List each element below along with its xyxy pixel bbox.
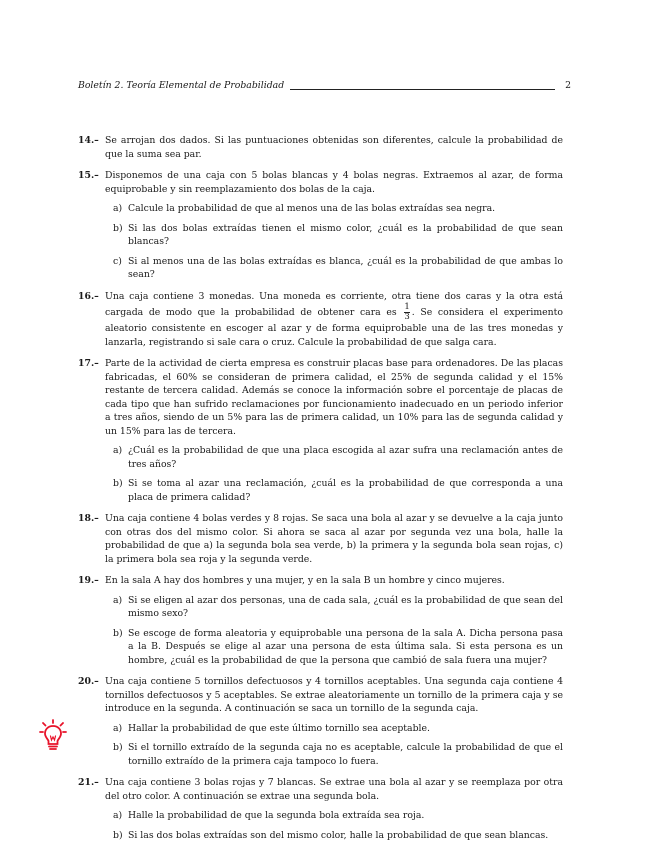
bulb-filament	[51, 736, 56, 740]
header-title: Boletín 2. Teoría Elemental de Probabilidad	[78, 80, 285, 91]
problem-15	[78, 169, 563, 282]
subquestion-list	[105, 202, 563, 282]
subquestion-a	[105, 202, 563, 216]
subquestion-c	[105, 255, 563, 282]
subquestion-a	[105, 722, 563, 736]
header-rule	[290, 89, 555, 90]
subquestion-text: Si las dos bolas extraídas tienen el mismo color, ¿cuál es la probabilidad de que sean blancas?	[128, 222, 563, 247]
subquestion-text: Si al menos una de las bolas extraídas es blanca, ¿cuál es la probabilidad de que ambas lo sean?	[128, 255, 563, 280]
subquestion-b	[105, 477, 563, 504]
subquestion-a	[105, 809, 563, 823]
fraction-numerator: 1	[404, 302, 410, 312]
subquestion-label: a)	[113, 594, 123, 606]
problem-statement: Disponemos de una caja con 5 bolas blancas y 4 bolas negras. Extraemos al azar, de forma equiprobable y sin reemplazamiento dos bolas de la caja.	[105, 170, 563, 195]
problem-number: 20.–	[78, 676, 99, 687]
problem-16	[78, 290, 563, 350]
subquestion-label: b)	[113, 829, 123, 841]
subquestion-list	[105, 809, 563, 842]
problem-list	[78, 134, 563, 850]
subquestion-list	[105, 594, 563, 668]
fraction-one-third	[404, 303, 409, 322]
subquestion-a	[105, 444, 563, 471]
ray	[61, 723, 64, 726]
fraction-denominator: 3	[404, 312, 410, 322]
subquestion-list	[105, 444, 563, 504]
problem-number: 14.–	[78, 135, 99, 146]
problem-statement: Parte de la actividad de cierta empresa es construir placas base para ordenadores. De las placas fabricadas, el 60% se consideran de primera calidad, el 25% de segunda calidad y el 15% restante de tercera calidad. Además se conoce la información sobre el porcentaje de placas de cada tipo que han sufrido reclamaciones por funcionamiento inadecuado en un periodo inferior a tres años, siendo de un 5% para las de primera calidad, un 10% para las de segunda calidad y un 15% para las de tercera.	[105, 358, 563, 437]
problem-17	[78, 357, 563, 504]
subquestion-label: a)	[113, 445, 123, 456]
subquestion-b	[105, 222, 563, 249]
bulb-glass	[45, 726, 61, 744]
problem-number: 18.–	[78, 513, 99, 524]
problem-number: 16.–	[78, 290, 99, 302]
problem-19	[78, 574, 563, 667]
subquestion-text: Si se toma al azar una reclamación, ¿cuál es la probabilidad de que corresponda a una placa de primera calidad?	[128, 478, 563, 503]
problem-18	[78, 512, 563, 566]
subquestion-text: Se escoge de forma aleatoria y equiprobable una persona de la sala A. Dicha persona pasa a la B. Después se elige al azar una persona de esta última sala. Si esta persona es un hombre, ¿cuál es la probabilidad de que la persona que cambió de sala fuera una mujer?	[128, 627, 563, 666]
problem-number: 19.–	[78, 575, 99, 586]
problem-number: 21.–	[78, 777, 99, 788]
subquestion-text: Hallar la probabilidad de que este último tornillo sea aceptable.	[128, 722, 430, 734]
problem-20	[78, 675, 563, 768]
subquestion-label: a)	[113, 810, 123, 821]
problem-14	[78, 134, 563, 161]
page-number: 2	[565, 80, 571, 91]
subquestion-text: Si las dos bolas extraídas son del mismo color, halle la probabilidad de que sean blancas.	[128, 829, 549, 841]
subquestion-text: ¿Cuál es la probabilidad de que una placa escogida al azar sufra una reclamación antes de tres años?	[128, 445, 563, 470]
subquestion-a	[105, 594, 563, 621]
bulb-drawing	[40, 720, 66, 749]
subquestion-text: Si el tornillo extraído de la segunda caja no es aceptable, calcule la probabilidad de que el tornillo extraído de la primera caja tampoco lo fuera.	[128, 742, 563, 767]
problem-statement: En la sala A hay dos hombres y una mujer, y en la sala B un hombre y cinco mujeres.	[105, 575, 505, 586]
subquestion-label: c)	[113, 255, 122, 267]
problem-number: 17.–	[78, 358, 99, 369]
subquestion-label: a)	[113, 722, 123, 734]
subquestion-label: b)	[113, 478, 123, 489]
ray	[43, 723, 46, 726]
subquestion-text: Si se eligen al azar dos personas, una de cada sala, ¿cuál es la probabilidad de que sean del mismo sexo?	[128, 594, 563, 619]
subquestion-text: Calcule la probabilidad de que al menos una de las bolas extraídas sea negra.	[128, 203, 496, 214]
statement-part-1: Una caja contiene 3 monedas. Una moneda es corriente, otra tiene dos caras y la otra está cargada de modo que la probabilidad de obtener cara es	[105, 290, 563, 318]
subquestion-label: a)	[113, 203, 123, 214]
lightbulb-icon	[38, 718, 68, 754]
subquestion-b	[105, 627, 563, 668]
problem-statement: Se arrojan dos dados. Si las puntuaciones obtenidas son diferentes, calcule la probabilidad de que la suma sea par.	[105, 135, 563, 160]
problem-statement: Una caja contiene 4 bolas verdes y 8 rojas. Se saca una bola al azar y se devuelve a la caja junto con otras dos del mismo color. Si ahora se saca al azar por segunda vez una bola, halle la probabilidad de que a) la segunda bola sea verde, b) la primera y la segunda bola sean rojas, c) la primera bola sea roja y la segunda verde.	[105, 513, 563, 565]
subquestion-label: b)	[113, 627, 123, 639]
subquestion-text: Halle la probabilidad de que la segunda bola extraída sea roja.	[128, 810, 425, 821]
problem-number: 15.–	[78, 170, 99, 181]
problem-21	[78, 776, 563, 842]
subquestion-b	[105, 829, 563, 843]
problem-statement: Una caja contiene 5 tornillos defectuosos y 4 tornillos aceptables. Una segunda caja contiene 4 tornillos defectuosos y 5 aceptables. Se extrae aleatoriamente un tornillo de la primera caja y se introduce en la segunda. A continuación se saca un tornillo de la segunda caja.	[105, 676, 563, 714]
subquestion-b	[105, 741, 563, 768]
statement-part-2: . Se considera el experimento aleatorio consistente en escoger al azar y de forma equiprobable una de las tres monedas y lanzarla, registrando si sale cara o cruz. Calcule la probabilidad de que salga cara.	[105, 307, 563, 348]
problem-statement	[105, 290, 563, 350]
problem-statement: Una caja contiene 3 bolas rojas y 7 blancas. Se extrae una bola al azar y se reemplaza por otra del otro color. A continuación se extrae una segunda bola.	[105, 777, 563, 802]
page-header	[78, 80, 571, 94]
subquestion-list	[105, 722, 563, 769]
subquestion-label: b)	[113, 222, 123, 234]
subquestion-label: b)	[113, 742, 123, 753]
